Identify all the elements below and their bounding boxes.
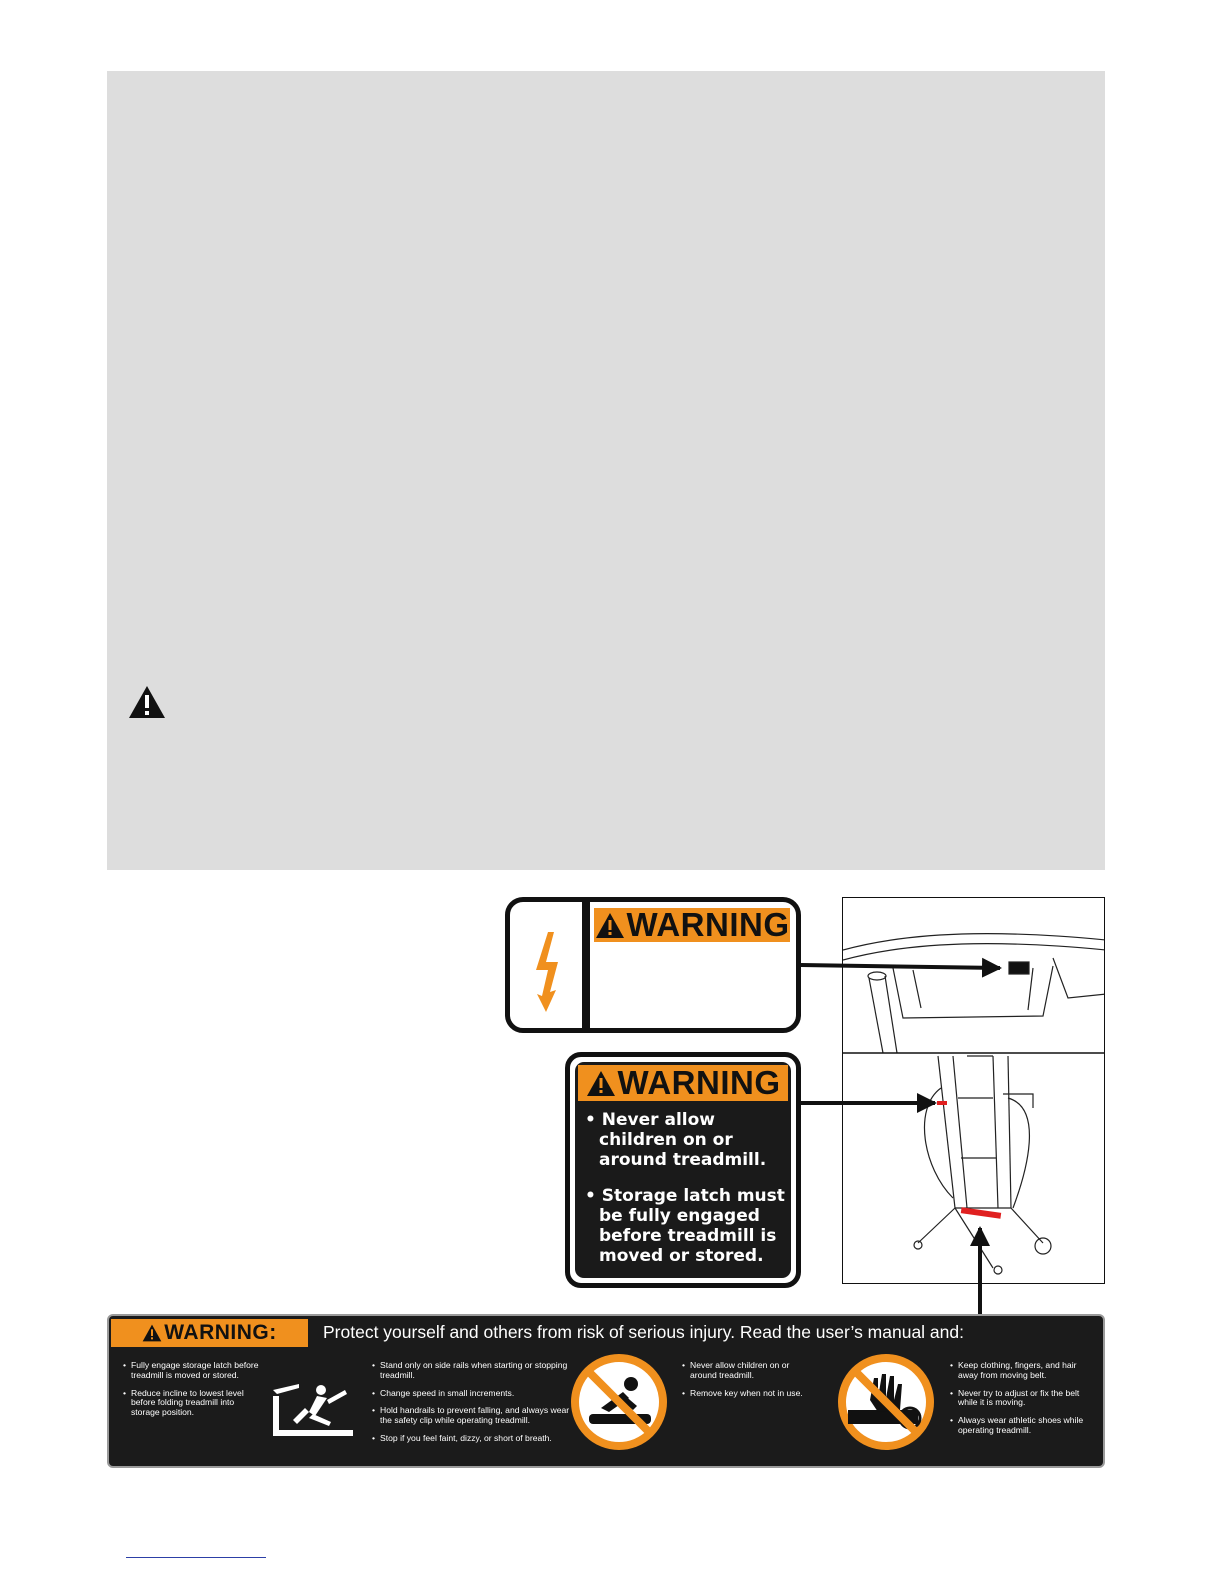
alert-triangle-icon: [586, 1070, 616, 1097]
alert-triangle-icon: [142, 1324, 162, 1342]
treadmill-illustration: [842, 897, 1105, 1284]
no-hands-icon: [838, 1354, 934, 1450]
warning-title: WARNING: [626, 906, 790, 943]
electric-shock-icon: [528, 932, 568, 1012]
banner-column-1: [123, 1361, 263, 1426]
decal-item: • Never allow children on or around treadmill.: [583, 1110, 787, 1170]
banner-headline: Protect yourself and others from risk of serious injury. Read the user’s manual and:: [323, 1322, 964, 1342]
no-children-icon: [571, 1354, 667, 1450]
banner-column-3: [682, 1361, 812, 1406]
list-item: • Change speed in small increments.: [372, 1389, 572, 1399]
banner-tag: [111, 1319, 308, 1347]
banner-column-2: [372, 1361, 572, 1452]
decal-list: [583, 1110, 787, 1278]
alert-triangle-icon: [595, 912, 625, 939]
list-item: • Always wear athletic shoes while operating treadmill.: [950, 1416, 1098, 1436]
treadmill-drawing: [843, 898, 1105, 1284]
decal-item: • Storage latch must be fully engaged before treadmill is moved or stored.: [583, 1186, 787, 1266]
children-warning-decal: [565, 1052, 801, 1288]
list-item: • Never try to adjust or fix the belt while it is moving.: [950, 1389, 1098, 1409]
list-item: • Hold handrails to prevent falling, and always wear the safety clip while operating treadmill.: [372, 1406, 572, 1426]
banner-column-4: [950, 1361, 1098, 1444]
list-item: • Remove key when not in use.: [682, 1389, 812, 1399]
footer-link-underline[interactable]: [126, 1557, 266, 1558]
shock-warning-decal: [505, 897, 801, 1033]
list-item: • Never allow children on or around treadmill.: [682, 1361, 812, 1381]
warning-panel: [107, 71, 1105, 870]
fall-hazard-icon: [269, 1376, 355, 1438]
list-item: • Keep clothing, fingers, and hair away from moving belt.: [950, 1361, 1098, 1381]
list-item: • Stop if you feel faint, dizzy, or short of breath.: [372, 1434, 572, 1444]
banner-tag-text: WARNING:: [164, 1321, 277, 1344]
warning-banner: [107, 1314, 1105, 1468]
decal-header: [594, 908, 790, 942]
decal-header: [578, 1065, 788, 1101]
decal-divider: [582, 902, 590, 1028]
list-item: • Stand only on side rails when starting or stopping treadmill.: [372, 1361, 572, 1381]
warning-title: WARNING: [617, 1064, 781, 1101]
list-item: • Reduce incline to lowest level before folding treadmill into storage position.: [123, 1389, 263, 1418]
alert-triangle-icon: [128, 685, 166, 719]
list-item: • Fully engage storage latch before treadmill is moved or stored.: [123, 1361, 263, 1381]
